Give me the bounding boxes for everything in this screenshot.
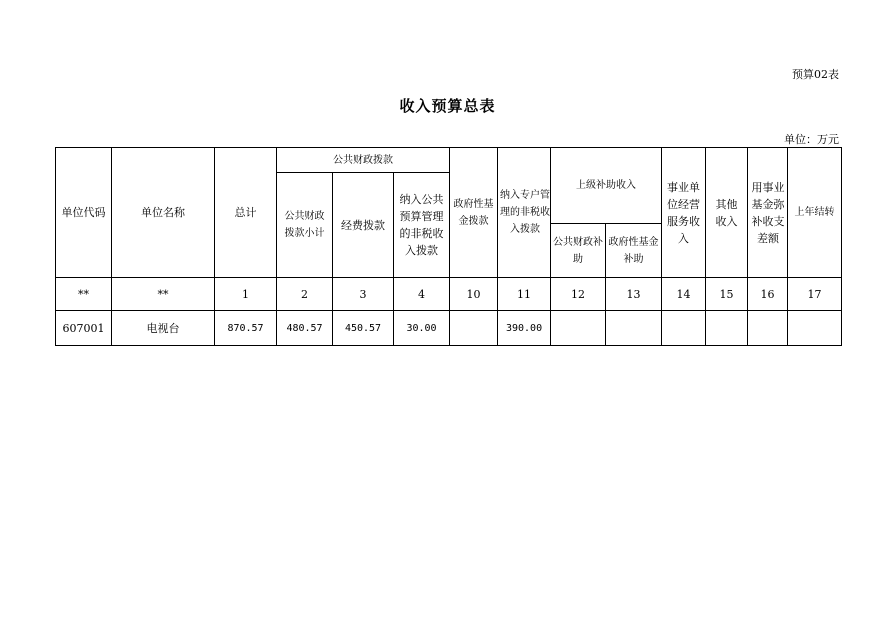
- header-superior-subsidy: 上级补助收入: [551, 148, 662, 224]
- unit-label: 单位：万元: [784, 133, 839, 146]
- header-ss-gov-fund-text: 政府性基金补助: [608, 236, 659, 265]
- cell-unit-code: 607001: [56, 311, 112, 346]
- header-other-income-text: 其他收入: [715, 197, 738, 228]
- header-unit-name: 单位名称: [112, 148, 215, 278]
- income-budget-table: [55, 147, 842, 346]
- cell-pf-nontax: 30.00: [394, 311, 450, 346]
- cell-other-income: [706, 311, 748, 346]
- header-special-nontax: [498, 148, 551, 278]
- cell-gov-fund: [450, 311, 498, 346]
- header-pf-nontax-text: 纳入公共预算管理的非税收入拨款: [399, 193, 444, 257]
- index-cell: **: [56, 278, 112, 311]
- cell-ss-public: [551, 311, 606, 346]
- page-title: 收入预算总表: [399, 97, 496, 115]
- header-gov-fund-text: 政府性基金拨款: [453, 198, 494, 227]
- header-carryover: 上年结转: [788, 148, 842, 278]
- cell-operating-income: [662, 311, 706, 346]
- header-fund-balance: [748, 148, 788, 278]
- cell-special-nontax: 390.00: [498, 311, 551, 346]
- header-pf-subtotal-text: 公共财政拨款小计: [284, 211, 325, 239]
- header-gov-fund: [450, 148, 498, 278]
- header-special-nontax-text: 纳入专户管理的非税收入拨款: [500, 190, 551, 235]
- index-row: [56, 278, 842, 311]
- header-pf-expense: 经费拨款: [333, 173, 394, 278]
- index-cell: 12: [551, 278, 606, 311]
- header-ss-public: [551, 224, 606, 278]
- index-cell: 16: [748, 278, 788, 311]
- index-cell: 14: [662, 278, 706, 311]
- form-number: 预算02表: [792, 68, 839, 81]
- cell-fund-balance: [748, 311, 788, 346]
- cell-unit-name: 电视台: [112, 311, 215, 346]
- header-pf-nontax: [394, 173, 450, 278]
- cell-ss-gov-fund: [606, 311, 662, 346]
- index-cell: 3: [333, 278, 394, 311]
- index-cell: 11: [498, 278, 551, 311]
- index-cell: 15: [706, 278, 748, 311]
- header-operating-income-text: 事业单位经营服务收入: [667, 180, 701, 245]
- header-ss-public-text: 公共财政补助: [553, 236, 604, 265]
- table-row: [56, 311, 842, 346]
- header-ss-gov-fund: [606, 224, 662, 278]
- header-fund-balance-text: 用事业基金弥补收支差额: [751, 180, 785, 245]
- header-operating-income: [662, 148, 706, 278]
- index-cell: **: [112, 278, 215, 311]
- index-cell: 2: [277, 278, 333, 311]
- header-public-finance: 公共财政拨款: [277, 148, 450, 173]
- cell-total: 870.57: [215, 311, 277, 346]
- index-cell: 17: [788, 278, 842, 311]
- index-cell: 4: [394, 278, 450, 311]
- header-unit-code: 单位代码: [56, 148, 112, 278]
- index-cell: 10: [450, 278, 498, 311]
- header-total: 总计: [215, 148, 277, 278]
- header-other-income: [706, 148, 748, 278]
- index-cell: 1: [215, 278, 277, 311]
- index-cell: 13: [606, 278, 662, 311]
- header-pf-subtotal: [277, 173, 333, 278]
- cell-carryover: [788, 311, 842, 346]
- cell-pf-expense: 450.57: [333, 311, 394, 346]
- header-row-1: [56, 148, 842, 173]
- cell-pf-subtotal: 480.57: [277, 311, 333, 346]
